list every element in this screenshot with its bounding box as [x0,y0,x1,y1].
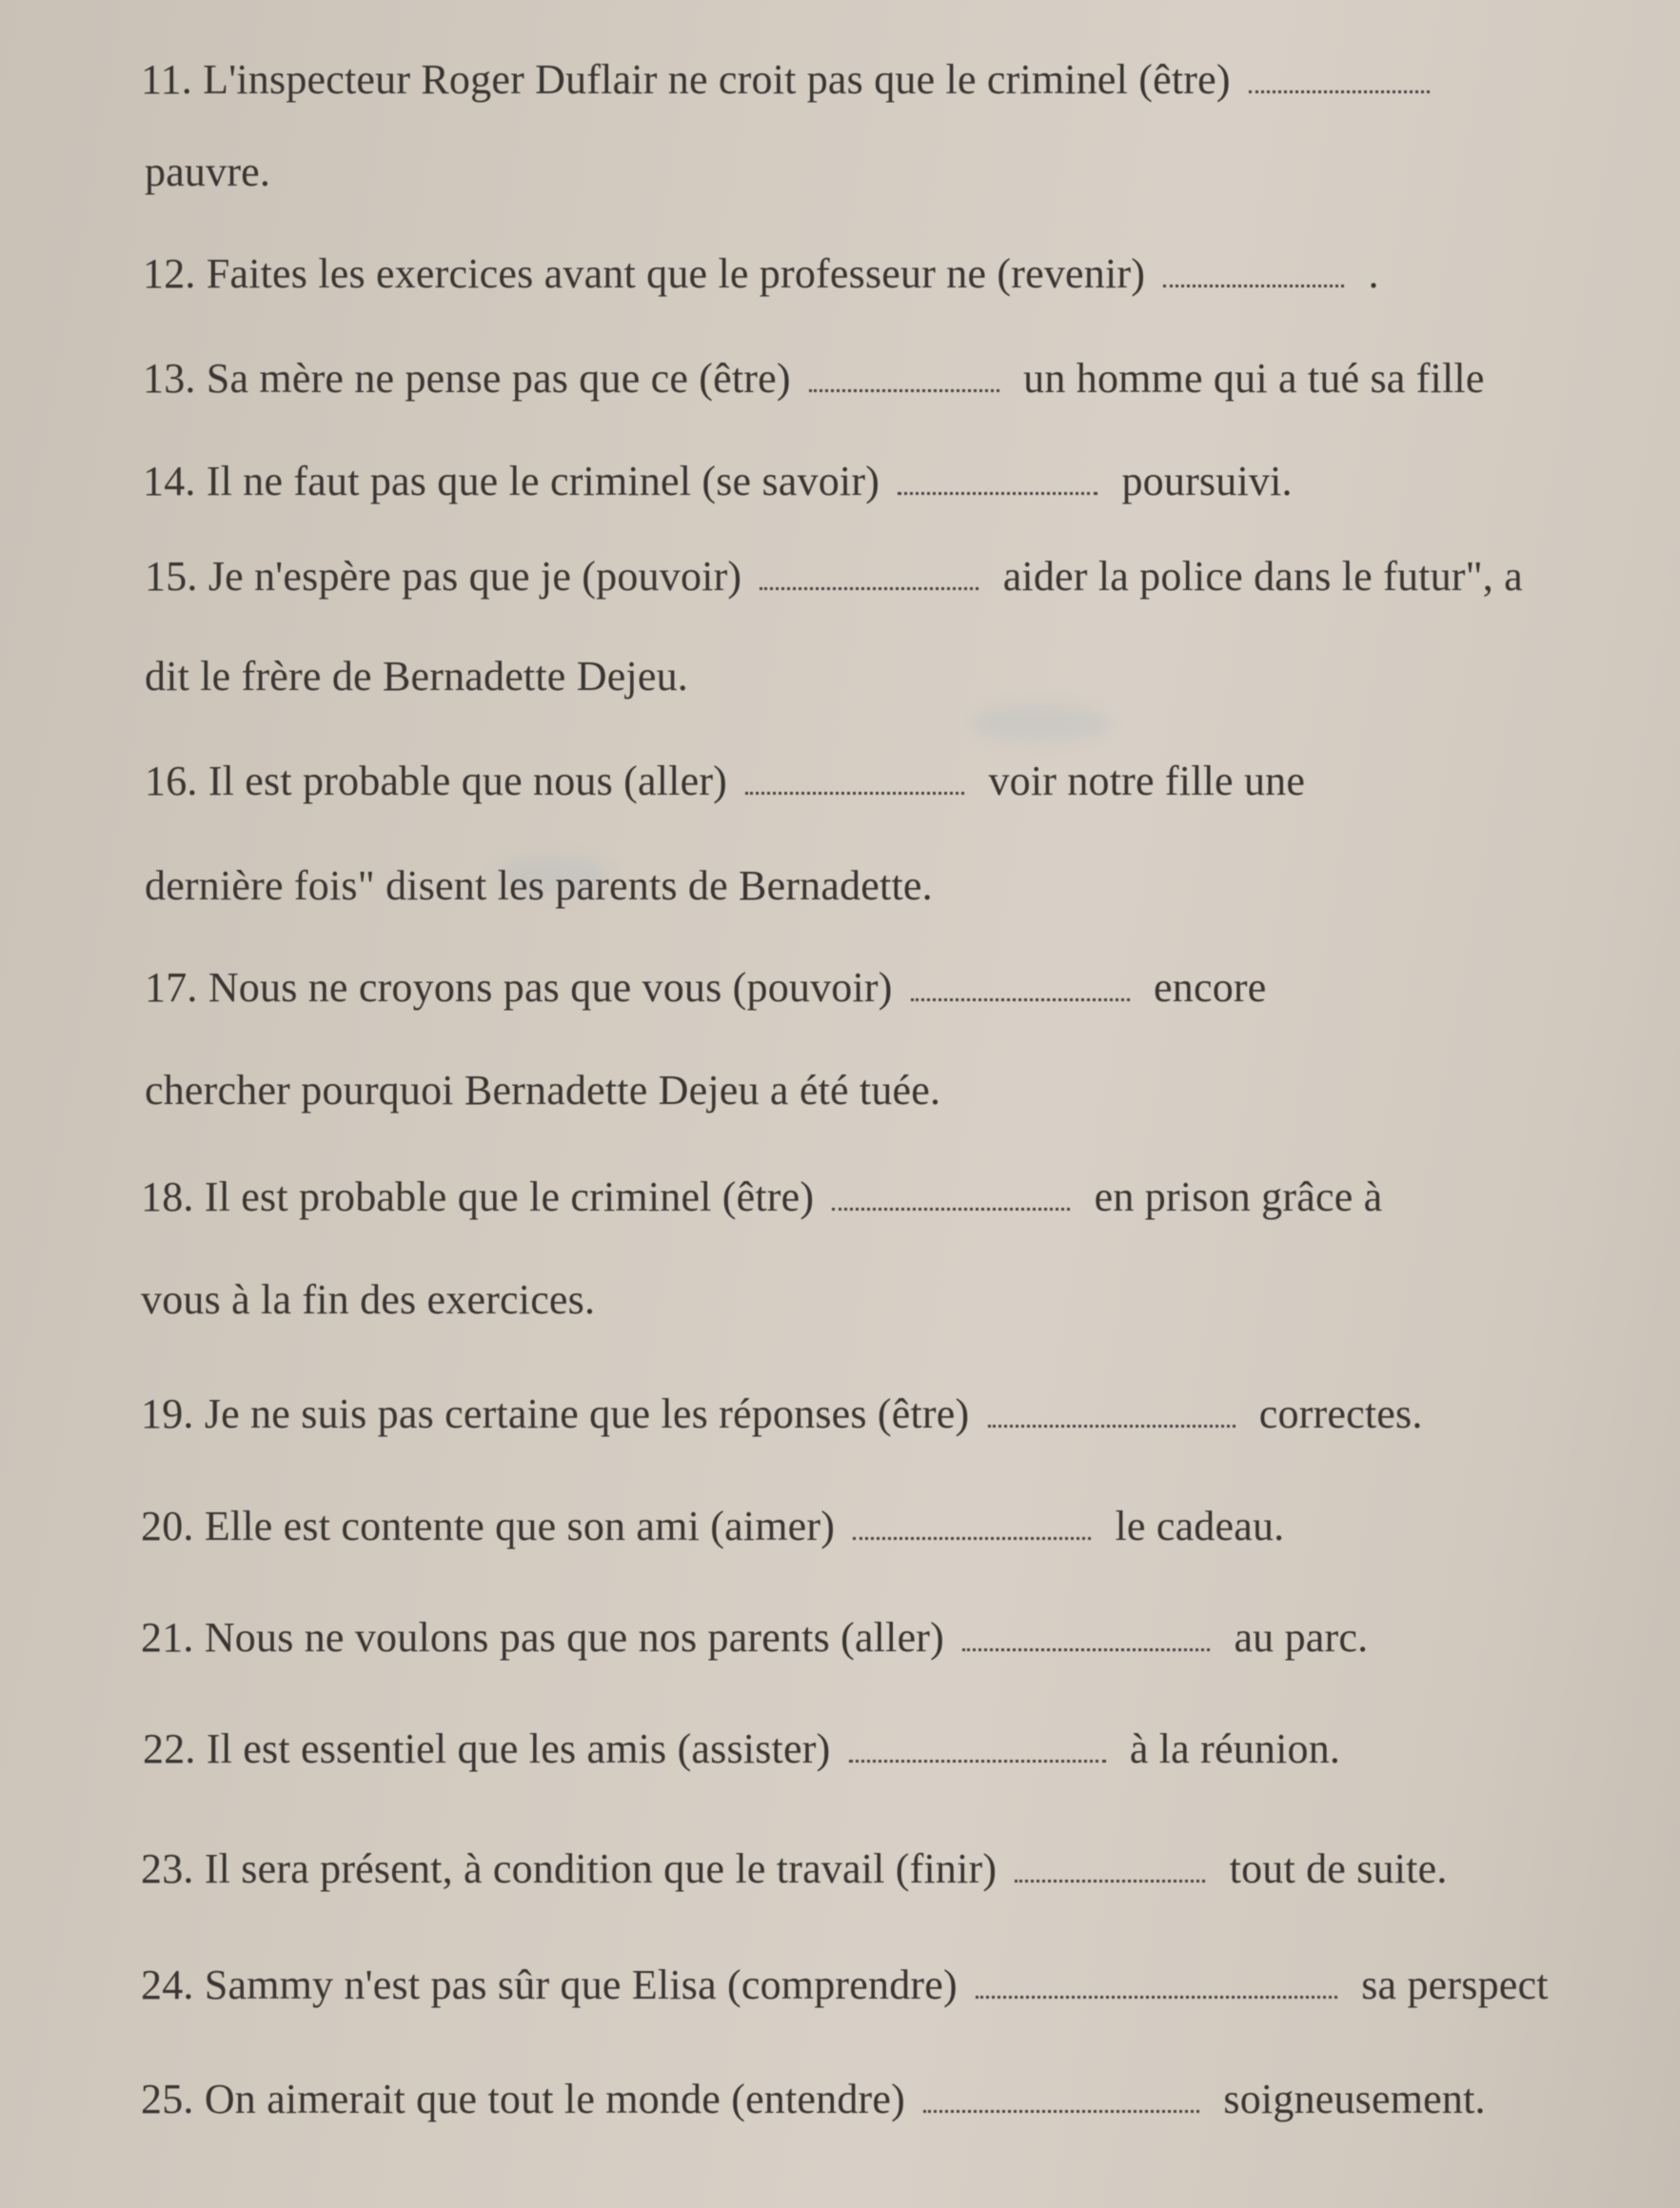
item-ending: le cadeau. [1115,1503,1285,1549]
exercise-item-18 [141,1173,1382,1221]
answer-blank-20[interactable] [853,1528,1091,1540]
exercise-item-17 [145,963,1267,1012]
answer-blank-24[interactable] [976,1986,1337,1999]
item-prompt: On aimerait que tout le monde (entendre) [204,2076,905,2122]
exercise-item-21 [141,1613,1368,1662]
answer-blank-12[interactable] [1163,275,1344,287]
exercise-item-13 [143,354,1485,403]
item-continuation: pauvre. [145,148,271,195]
item-number: 12. [143,250,196,297]
exercise-item-16-continuation [145,861,933,910]
item-number: 11. [141,56,192,103]
item-prompt: Nous ne voulons pas que nos parents (aller) [204,1614,945,1661]
item-prompt: Sa mère ne pense pas que ce (être) [206,355,791,402]
answer-blank-17[interactable] [911,989,1130,1001]
exercise-item-22 [143,1725,1340,1773]
item-prompt: Il est essentiel que les amis (assister) [206,1725,831,1772]
exercise-item-11 [141,55,1443,104]
item-continuation: dernière fois" disent les parents de Bernadette. [145,862,933,909]
item-continuation: chercher pourquoi Bernadette Dejeu a été tuée. [145,1067,941,1114]
exercise-item-11-continuation [145,148,270,196]
item-continuation: dit le frère de Bernadette Dejeu. [145,653,688,700]
item-prompt: Je ne suis pas certaine que les réponses (être) [204,1390,970,1437]
item-number: 22. [143,1725,196,1772]
item-ending: voir notre fille une [988,758,1306,804]
exercise-item-14 [143,457,1293,505]
answer-blank-14[interactable] [898,483,1097,495]
answer-blank-18[interactable] [832,1198,1070,1211]
item-ending: sa perspect [1361,1962,1549,2008]
item-number: 20. [141,1503,194,1549]
item-number: 23. [141,1845,194,1892]
item-ending: aider la police dans le futur", a [1002,553,1523,600]
item-number: 19. [141,1390,194,1437]
answer-blank-13[interactable] [809,380,999,392]
item-ending: . [1368,250,1379,297]
exercise-item-12 [143,249,1379,298]
exercise-item-19 [141,1390,1423,1438]
item-number: 13. [143,355,196,402]
item-ending: tout de suite. [1229,1845,1448,1892]
item-number: 24. [141,1962,194,2008]
exercise-item-23 [141,1844,1448,1893]
item-ending: poursuivi. [1121,458,1293,504]
exercise-item-16 [145,757,1305,805]
item-ending: soigneusement. [1223,2076,1486,2122]
item-number: 25. [141,2076,194,2122]
photo-smudge [971,704,1114,742]
item-continuation: vous à la fin des exercices. [141,1276,596,1323]
item-prompt: Il est probable que nous (aller) [208,758,728,804]
exercise-item-24 [141,1961,1549,2009]
item-number: 21. [141,1614,194,1661]
item-prompt: Nous ne croyons pas que vous (pouvoir) [208,964,893,1011]
exercise-item-20 [141,1502,1284,1550]
exercise-item-25 [141,2075,1486,2123]
answer-blank-19[interactable] [988,1415,1235,1428]
item-ending: un homme qui a tué sa fille [1023,355,1485,402]
answer-blank-21[interactable] [962,1639,1210,1651]
answer-blank-25[interactable] [923,2100,1199,2113]
exercise-item-15 [145,552,1523,601]
answer-blank-16[interactable] [745,782,964,795]
exercise-item-15-continuation [145,652,688,700]
item-prompt: Il ne faut pas que le criminel (se savoir) [206,458,880,504]
item-number: 14. [143,458,196,504]
answer-blank-11[interactable] [1249,81,1430,93]
answer-blank-15[interactable] [760,578,978,590]
item-ending: au parc. [1234,1614,1369,1661]
exercise-item-17-continuation [145,1066,940,1114]
exercise-item-18-continuation [141,1275,595,1324]
item-ending: encore [1154,964,1267,1011]
item-prompt: Je n'espère pas que je (pouvoir) [208,553,742,600]
item-prompt: Elle est contente que son ami (aimer) [204,1503,836,1549]
item-number: 15. [145,553,198,600]
item-number: 16. [145,758,198,804]
item-prompt: Sammy n'est pas sûr que Elisa (comprendre) [204,1962,958,2008]
item-ending: à la réunion. [1129,1725,1341,1772]
item-prompt: L'inspecteur Roger Duflair ne croit pas que le criminel (être) [203,56,1231,103]
item-prompt: Il est probable que le criminel (être) [204,1173,815,1220]
answer-blank-23[interactable] [1015,1870,1205,1883]
item-ending: correctes. [1258,1390,1423,1437]
item-number: 18. [141,1173,194,1220]
item-number: 17. [145,964,198,1011]
item-ending: en prison grâce à [1094,1173,1383,1220]
answer-blank-22[interactable] [849,1750,1106,1763]
item-prompt: Faites les exercices avant que le professeur ne (revenir) [206,250,1146,297]
item-prompt: Il sera présent, à condition que le travail (finir) [204,1845,998,1892]
